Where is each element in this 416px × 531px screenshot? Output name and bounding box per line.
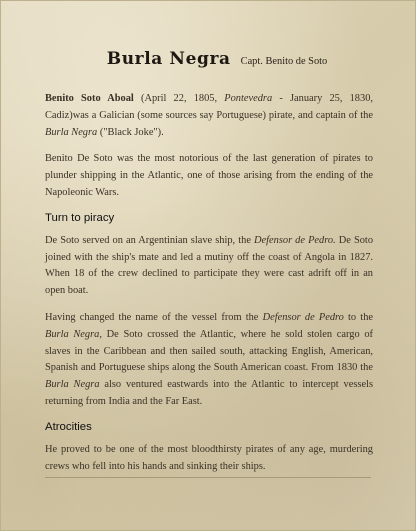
section-heading-piracy: Turn to piracy (45, 211, 115, 224)
text-run: De Soto served on an Argentinian slave ship, the (45, 234, 255, 246)
text-run: - January 25, 1830, Cadiz)was a Galician (some sources say Portuguese) pirate, and captain of the (45, 93, 373, 121)
italic-run: Pontevedra (224, 93, 273, 104)
italic-run: Burla Negra, (45, 328, 102, 340)
atrocities-paragraph-1: He proved to be one of the most bloodthirsty pirates of any age, murdering crews who fell into his hands and sinking their ships. (45, 443, 373, 472)
italic-run: Burla Negra (45, 379, 100, 391)
intro-paragraph-1 (45, 91, 373, 141)
page-header (61, 49, 373, 69)
page-subtitle: Capt. Benito de Soto (240, 56, 328, 67)
piracy-paragraph-2 (45, 310, 373, 411)
article (45, 49, 373, 478)
italic-run: Defensor de Pedro. (254, 234, 336, 246)
piracy-paragraph-1 (45, 233, 373, 300)
italic-run: Burla Negra (45, 126, 98, 138)
text-run: to the (343, 311, 373, 323)
text-run: Having changed the name of the vessel from the (45, 311, 263, 323)
text-run: ("Black Joke"). (97, 126, 164, 138)
subject-name: Benito Soto Aboal (45, 93, 134, 104)
intro-paragraph-2: Benito De Soto was the most notorious of the last generation of pirates to plunder shipping in the Atlantic, one of those arising from the ending of the Napoleonic Wars. (45, 153, 373, 198)
section-heading-atrocities: Atrocities (45, 420, 92, 433)
bottom-divider (45, 477, 371, 478)
italic-run: Defensor de Pedro (262, 311, 344, 323)
text-run: also ventured eastwards into the Atlantic to intercept vessels returning from India and the Far East. (45, 379, 373, 407)
page-title: Burla Negra (106, 49, 231, 69)
text-run: (April 22, 1805, (133, 93, 225, 104)
text-run: De Soto crossed the Atlantic, where he sold stolen cargo of slaves in the Caribbean and then sailed south, attacking English, American, Spanish and Portuguese ships along the South American coast. From 1830 the (45, 328, 373, 374)
text-run: De Soto joined with the ship's mate and led a mutiny off the coast of Angola in 1827. When 18 of the crew declined to participate they were cast adrift off in an open boat. (45, 234, 374, 297)
